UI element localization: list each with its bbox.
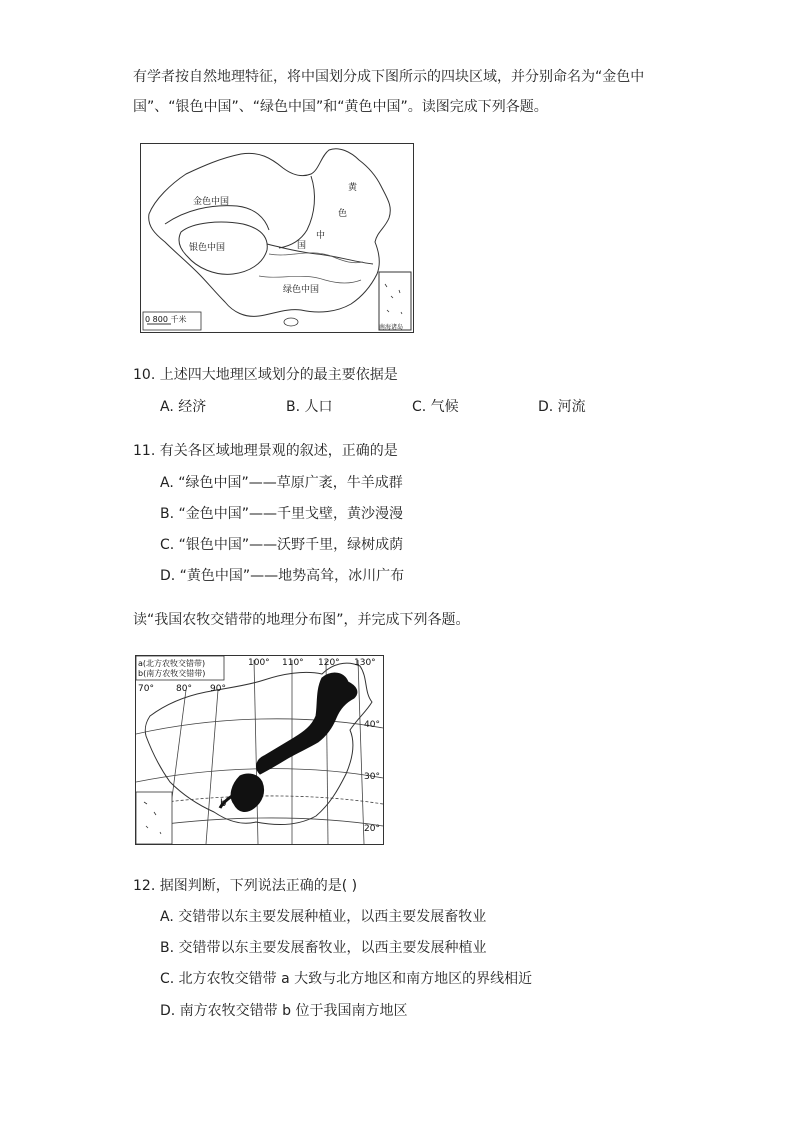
deg-40: 40° [364, 720, 380, 730]
legend-a: a(北方农牧交错带) [138, 659, 206, 668]
hainan-island [284, 318, 298, 326]
deg-100: 100° [248, 658, 270, 668]
intro-line-2: 国”、“银色中国”、“绿色中国”和“黄色中国”。读图完成下列各题。 [133, 99, 548, 115]
four-regions-map [140, 143, 414, 333]
south-sea-inset-2 [136, 792, 172, 844]
inset-label: 南海诸岛 [379, 324, 404, 331]
q12-option-a[interactable]: A. 交错带以东主要发展种植业，以西主要发展畜牧业 [160, 909, 487, 925]
q11-option-b[interactable]: B. “金色中国”——千里戈壁，黄沙漫漫 [160, 506, 404, 522]
meridian-100 [254, 660, 258, 844]
q12-option-d[interactable]: D. 南方农牧交错带 b 位于我国南方地区 [160, 1003, 408, 1019]
q10-option-b[interactable]: B. 人口 [286, 399, 333, 415]
deg-30: 30° [364, 772, 380, 782]
q10-option-c[interactable]: C. 气候 [412, 399, 459, 415]
q11-option-d[interactable]: D. “黄色中国”——地势高耸，冰川广布 [160, 568, 405, 584]
deg-80: 80° [176, 684, 192, 694]
meridian-90 [206, 690, 218, 844]
scale-label: 0 800 千米 [145, 315, 187, 324]
china-outline [149, 149, 391, 317]
q11-option-a[interactable]: A. “绿色中国”——草原广袤，牛羊成群 [160, 475, 403, 491]
label-yellow-4: 国 [297, 241, 307, 251]
label-yellow-1: 黄 [348, 183, 358, 193]
ecotone-map-drawing [136, 656, 383, 844]
q12-stem: 12. 据图判断，下列说法正确的是( ) [133, 878, 358, 894]
label-green-china: 绿色中国 [283, 285, 320, 295]
deg-120: 120° [318, 658, 340, 668]
parallel-40 [136, 719, 383, 734]
q11-option-c[interactable]: C. “银色中国”——沃野千里，绿树成荫 [160, 537, 404, 553]
q12-option-c[interactable]: C. 北方农牧交错带 a 大致与北方地区和南方地区的界线相近 [160, 971, 533, 987]
deg-130: 130° [354, 658, 376, 668]
deg-20: 20° [364, 824, 380, 834]
meridian-130 [358, 660, 364, 844]
q11-stem: 11. 有关各区域地理景观的叙述，正确的是 [133, 443, 398, 459]
ecotone-b [231, 774, 263, 811]
label-yellow-2: 色 [338, 209, 348, 219]
q12-option-b[interactable]: B. 交错带以东主要发展畜牧业，以西主要发展种植业 [160, 940, 487, 956]
intro2: 读“我国农牧交错带的地理分布图”，并完成下列各题。 [133, 612, 470, 628]
ecotone-a-label: a [306, 738, 313, 749]
deg-70: 70° [138, 684, 154, 694]
deg-90: 90° [210, 684, 226, 694]
deg-110: 110° [282, 658, 304, 668]
four-regions-map-drawing [141, 144, 413, 332]
ecotone-map [135, 655, 384, 845]
gold-silver-boundary [165, 206, 269, 230]
label-yellow-3: 中 [316, 231, 326, 241]
q10-stem: 10. 上述四大地理区域划分的最主要依据是 [133, 367, 398, 383]
label-gold-china: 金色中国 [193, 197, 230, 207]
legend-b: b(南方农牧交错带) [138, 669, 206, 678]
ecotone-a [257, 673, 357, 774]
label-silver-china: 银色中国 [189, 243, 226, 253]
q10-option-d[interactable]: D. 河流 [538, 399, 586, 415]
intro-line-1: 有学者按自然地理特征，将中国划分成下图所示的四块区域，并分别命名为“金色中 [133, 69, 645, 85]
ecotone-b-label: b [220, 798, 227, 809]
q10-option-a[interactable]: A. 经济 [160, 399, 207, 415]
